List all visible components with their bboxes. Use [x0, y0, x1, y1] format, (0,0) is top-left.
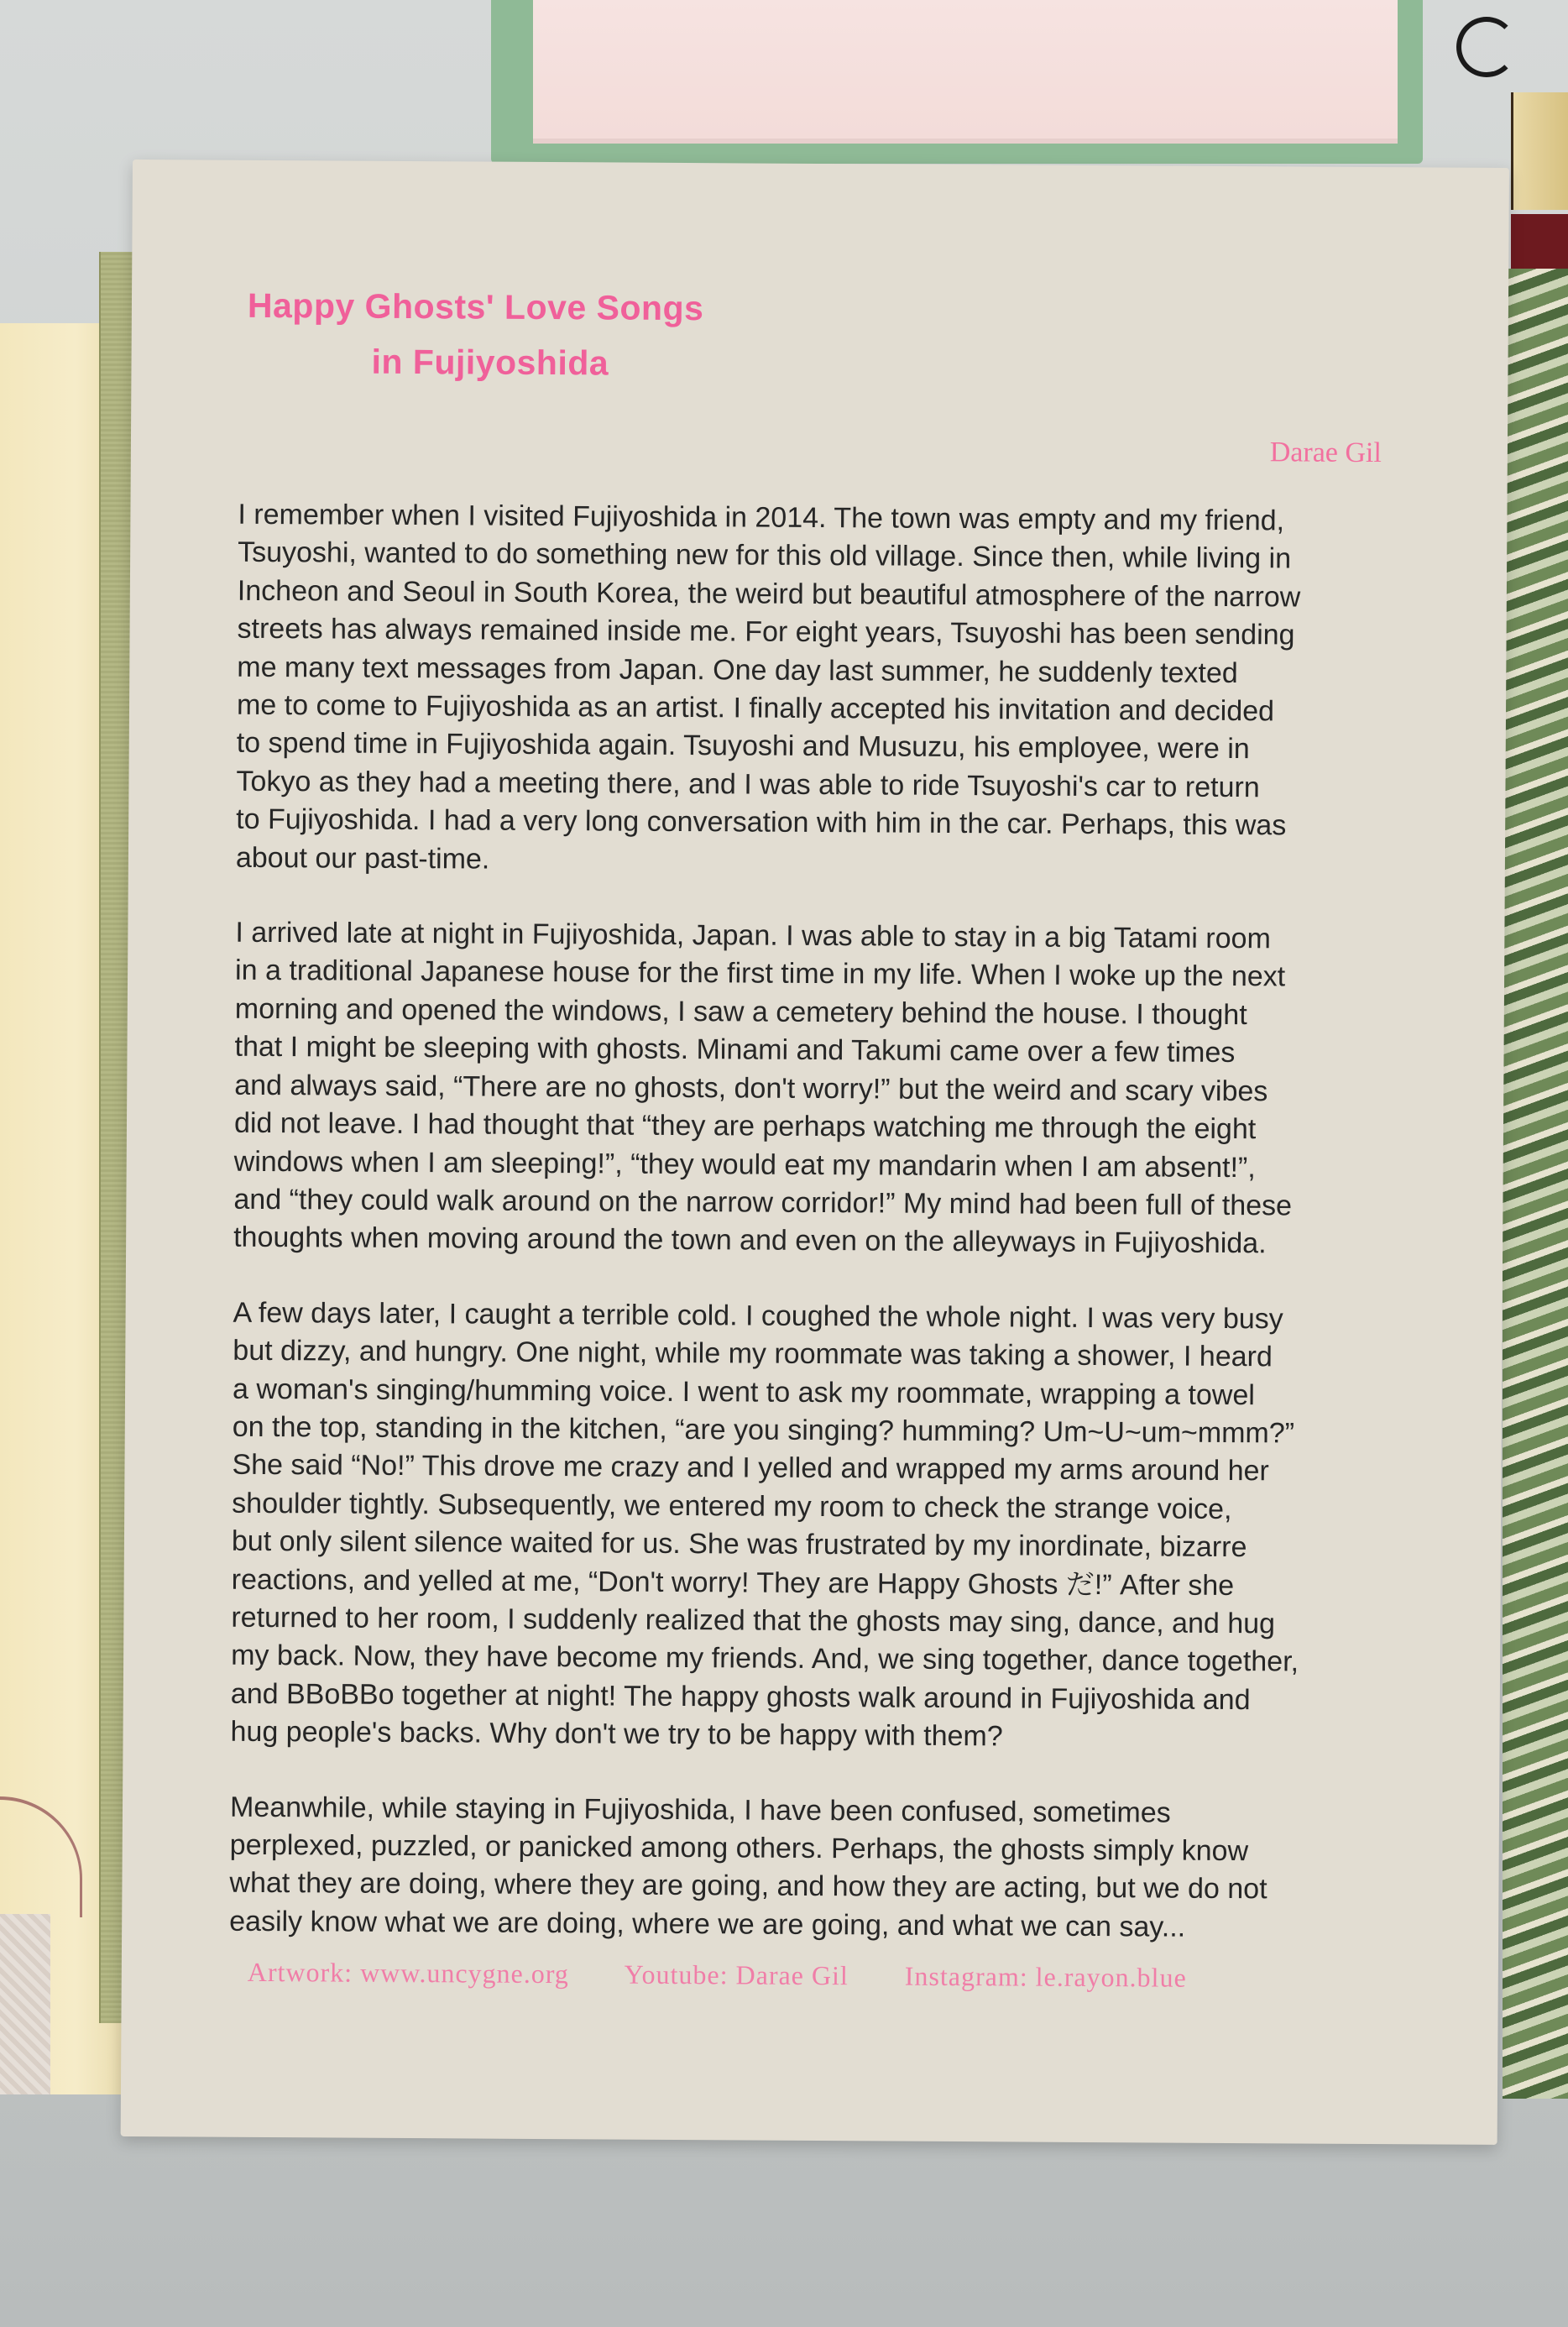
text-line: in a traditional Japanese house for the first time in my life. When I woke up the next: [234, 954, 1286, 993]
document-subtitle: in Fujiyoshida: [371, 342, 609, 383]
text-line: streets has always remained inside me. For eight years, Tsuyoshi has been sending: [237, 612, 1295, 651]
text-line: and “they could walk around on the narrow corridor!” My mind had been full of these: [233, 1183, 1293, 1222]
text-line: about our past-time.: [235, 841, 490, 876]
youtube-link: Youtube: Darae Gil: [624, 1958, 849, 1991]
document-title: Happy Ghosts' Love Songs: [247, 285, 704, 328]
paragraph-2: [233, 914, 1435, 1264]
text-line: to Fujiyoshida. I had a very long conversation with him in the car. Perhaps, this was: [236, 803, 1287, 842]
text-line: what they are doing, where they are going, and how they are acting, but we do not: [229, 1867, 1267, 1906]
binder-clip: [1456, 17, 1517, 77]
text-line: morning and opened the windows, I saw a cemetery behind the house. I thought: [234, 992, 1247, 1031]
paragraph-1: [236, 496, 1439, 885]
text-line: Incheon and Seoul in South Korea, the weird but beautiful atmosphere of the narrow: [237, 574, 1301, 614]
text-line: She said “No!” This drove me crazy and I yelled and wrapped my arms around her: [232, 1449, 1269, 1488]
footer-links: [248, 1957, 1423, 1995]
text-line: and BBoBBo together at night! The happy ghosts walk around in Fujiyoshida and: [230, 1677, 1251, 1716]
author-name: Darae Gil: [1269, 437, 1382, 469]
text-line: perplexed, puzzled, or panicked among others. Perhaps, the ghosts simply know: [229, 1828, 1249, 1868]
text-line: a woman's singing/humming voice. I went to ask my roommate, wrapping a towel: [232, 1373, 1255, 1411]
text-line: easily know what we are doing, where we are going, and what we can say...: [229, 1905, 1186, 1943]
text-line: hug people's backs. Why don't we try to be happy with them?: [230, 1715, 1003, 1753]
text-line: A few days later, I caught a terrible cold. I coughed the whole night. I was very busy: [233, 1296, 1283, 1336]
patterned-book-left: [0, 1914, 50, 2094]
text-line: windows when I am sleeping!”, “they would eat my mandarin when I am absent!”,: [233, 1145, 1256, 1184]
document-body: [229, 496, 1439, 1985]
paragraph-3: [230, 1294, 1433, 1759]
text-line: my back. Now, they have become my friends. And, we sing together, dance together,: [231, 1639, 1299, 1678]
text-line: that I might be sleeping with ghosts. Minami and Takumi came over a few times: [234, 1031, 1236, 1069]
paragraph-4: [229, 1788, 1430, 1948]
artwork-link: Artwork: www.uncygne.org: [247, 1956, 569, 1990]
text-line: reactions, and yelled at me, “Don't worry! They are Happy Ghosts だ!” After she: [231, 1563, 1235, 1602]
text-line: I remember when I visited Fujiyoshida in 2014. The town was empty and my friend,: [238, 498, 1285, 537]
text-line: did not leave. I had thought that “they are perhaps watching me through the eight: [233, 1106, 1257, 1146]
text-line: thoughts when moving around the town and even on the alleyways in Fujiyoshida.: [233, 1221, 1267, 1260]
text-line: Meanwhile, while staying in Fujiyoshida, I have been confused, sometimes: [229, 1791, 1171, 1829]
instagram-link: Instagram: le.rayon.blue: [904, 1960, 1187, 1993]
text-line: me many text messages from Japan. One day last summer, he suddenly texted: [237, 651, 1238, 689]
text-line: but only silent silence waited for us. She was frustrated by my inordinate, bizarre: [231, 1524, 1247, 1564]
text-line: on the top, standing in the kitchen, “are you singing? humming? Um~U~um~mmm?”: [232, 1410, 1295, 1450]
text-line: and always said, “There are no ghosts, don't worry!” but the weird and scary vibes: [234, 1069, 1268, 1107]
text-line: I arrived late at night in Fujiyoshida, Japan. I was able to stay in a big Tatami room: [235, 916, 1271, 955]
text-line: Tsuyoshi, wanted to do something new for this old village. Since then, while living in: [238, 536, 1292, 575]
text-line: me to come to Fujiyoshida as an artist. I finally accepted his invitation and decided: [236, 688, 1275, 728]
text-line: returned to her room, I suddenly realized that the ghosts may sing, dance, and hug: [231, 1601, 1276, 1640]
dark-book-right: [1511, 214, 1568, 269]
text-line: Tokyo as they had a meeting there, and I was able to ride Tsuyoshi's car to return: [236, 765, 1260, 804]
text-line: shoulder tightly. Subsequently, we entered my room to check the strange voice,: [232, 1487, 1232, 1525]
pink-notebook-top: [533, 0, 1398, 144]
book-spine-right: [1511, 92, 1568, 210]
text-line: to spend time in Fujiyoshida again. Tsuyoshi and Musuzu, his employee, were in: [236, 727, 1250, 766]
floral-book-right: [1503, 269, 1568, 2099]
text-line: but dizzy, and hungry. One night, while my roommate was taking a shower, I heard: [233, 1334, 1273, 1373]
printed-sheet: [121, 159, 1509, 2145]
